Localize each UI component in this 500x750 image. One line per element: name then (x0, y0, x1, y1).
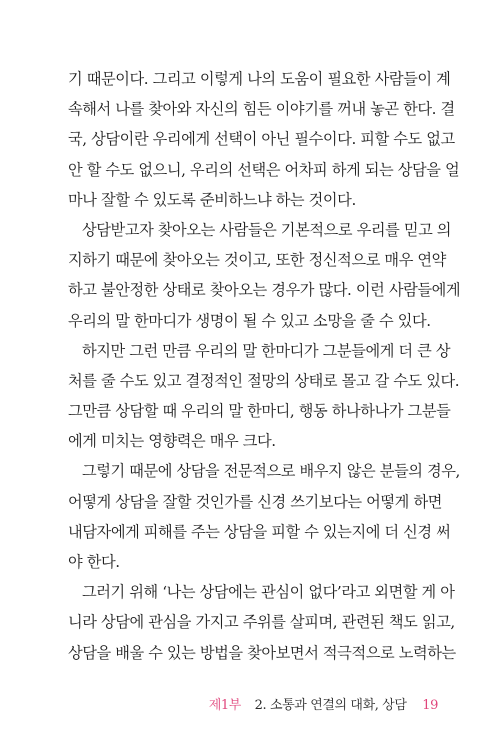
text-line: 그렇기 때문에 상담을 전문적으로 배우지 않은 분들의 경우, (82, 462, 460, 481)
running-footer (209, 694, 438, 713)
paragraph (68, 215, 461, 336)
part-label: 제1부 (208, 698, 241, 713)
text-line: 하고 불안정한 상태로 찾아오는 경우가 많다. 이런 사람들에게 (68, 281, 461, 300)
text-line: 에게 미치는 영향력은 매우 크다. (68, 432, 276, 451)
paragraph (68, 336, 460, 457)
text-line: 하지만 그런 만큼 우리의 말 한마디가 그분들에게 더 큰 상 (82, 341, 451, 360)
text-line: 우리의 말 한마디가 생명이 될 수 있고 소망을 줄 수 있다. (68, 311, 431, 330)
text-line: 안 할 수도 없으니, 우리의 선택은 어차피 하게 되는 상담을 얼 (68, 160, 460, 179)
page-number: 19 (422, 698, 438, 713)
text-line: 어떻게 상담을 잘할 것인가를 신경 쓰기보다는 어떻게 하면 (68, 492, 442, 511)
text-line: 그만큼 상담할 때 우리의 말 한마디, 행동 하나하나가 그분들 (68, 402, 451, 421)
paragraph (68, 456, 460, 577)
chapter-title: 2. 소통과 연결의 대화, 상담 (254, 698, 407, 713)
body-text (68, 64, 461, 668)
text-line: 야 한다. (68, 553, 120, 571)
paragraph (68, 577, 456, 668)
text-line: 기 때문이다. 그리고 이렇게 나의 도움이 필요한 사람들이 계 (68, 70, 451, 88)
text-line: 니라 상담에 관심을 가지고 주위를 살피며, 관련된 책도 읽고, (68, 613, 455, 632)
text-line: 내담자에게 피해를 주는 상담을 피할 수 있는지에 더 신경 써 (68, 522, 451, 541)
text-line: 상담받고자 찾아오는 사람들은 기본적으로 우리를 믿고 의 (82, 220, 452, 239)
text-line: 상담을 배울 수 있는 방법을 찾아보면서 적극적으로 노력하는 (68, 643, 456, 662)
text-line: 국, 상담이란 우리에게 선택이 아닌 필수이다. 피할 수도 없고 (68, 130, 455, 149)
text-line: 지하기 때문에 찾아오는 것이고, 또한 정신적으로 매우 연약 (68, 251, 446, 270)
paragraph (68, 64, 460, 215)
text-line: 처를 줄 수도 있고 결정적인 절망의 상태로 몰고 갈 수도 있다. (68, 371, 460, 390)
text-line: 마나 잘할 수 있도록 준비하느냐 하는 것이다. (68, 190, 356, 209)
text-line: 속해서 나를 찾아와 자신의 힘든 이야기를 꺼내 놓곤 한다. 결 (68, 100, 455, 119)
text-line: 그러기 위해 ‘나는 상담에는 관심이 없다’라고 외면할 게 아 (82, 583, 455, 602)
